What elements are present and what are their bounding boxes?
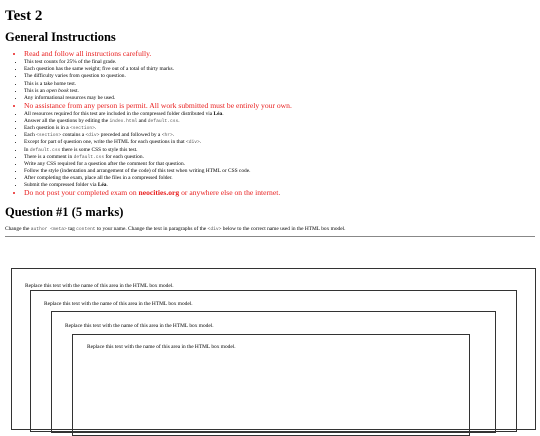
list-item: • No assistance from any person is permit. All work submitted must be entirely your own. xyxy=(24,102,535,111)
list-item: • This test counts for 25% of the final grade. xyxy=(24,59,535,66)
list-item: • This is a take home test. xyxy=(24,81,535,88)
list-item: • Write any CSS required for a question after the comment for that question. xyxy=(24,161,535,168)
code-text: content xyxy=(76,226,96,232)
box-model-paragraph[interactable]: Replace this text with the name of this area in the HTML box model. xyxy=(25,283,174,290)
list-item: • Do not post your completed exam on neocities.org or anywhere else on the internet. xyxy=(24,189,535,198)
code-text: <div> xyxy=(207,226,222,232)
box-model-paragraph[interactable]: Replace this text with the name of this area in the HTML box model. xyxy=(65,323,214,330)
code-text: <div> xyxy=(185,140,200,146)
list-item: • Read and follow all instructions carefully. xyxy=(24,50,535,59)
code-text: default.css xyxy=(29,147,61,153)
list-item: • After completing the exam, place all the files in a compressed folder. xyxy=(24,175,535,182)
list-item: • Answer all the questions by editing the index.html and default.css. xyxy=(24,118,535,125)
emphasis-text: open book xyxy=(46,87,69,94)
code-text: index.html xyxy=(109,119,138,125)
page-title: Test 2 xyxy=(5,8,43,24)
list-item: • All resources required for this test are included in the compressed folder distributed via Léa. xyxy=(24,111,535,118)
code-text: <section> xyxy=(36,133,62,139)
box-model-paragraph[interactable]: Replace this text with the name of this area in the HTML box model. xyxy=(87,344,236,351)
code-text: author <meta> xyxy=(30,226,67,232)
list-item: • This is an open book test. xyxy=(24,88,535,95)
question1-instructions: Change the author <meta> tag content to your name. Change the text in paragraphs of the <div> below to the correct name used in the HTML box model. xyxy=(5,225,346,232)
code-text: <div> xyxy=(85,133,100,139)
lea-name: Léa xyxy=(97,182,107,189)
list-item: • In default.css there is some CSS to style this test. xyxy=(24,147,535,154)
list-item: • Each question has the same weight; five out of a total of thirty marks. xyxy=(24,66,535,73)
box-model-inner-box xyxy=(72,334,470,436)
list-item: • There is a comment in default.css for each question. xyxy=(24,154,535,161)
code-text: <section> xyxy=(69,126,95,132)
list-item: • Follow the style (indentation and arrangement of the code) of this test when writing HTML or CSS code. xyxy=(24,168,535,175)
list-item: • Any informational resources may be used. xyxy=(24,95,535,102)
code-text: <hr> xyxy=(161,133,173,139)
list-item: • Except for part of question one, write the HTML for each questions in that <div>. xyxy=(24,139,535,146)
neocities-link[interactable]: neocities.org xyxy=(138,188,180,198)
list-item: • Each question is in a <section>. xyxy=(24,125,535,132)
section-divider xyxy=(5,236,535,237)
box-model-paragraph[interactable]: Replace this text with the name of this area in the HTML box model. xyxy=(44,301,193,308)
code-text: default.css xyxy=(73,154,105,160)
list-item: • Submit the compressed folder via Léa. xyxy=(24,182,535,189)
list-item: • The difficulty varies from question to question. xyxy=(24,73,535,80)
general-instructions-heading: General Instructions xyxy=(5,29,116,44)
list-item: • Each <section> contains a <div> preceded and followed by a <hr>. xyxy=(24,132,535,139)
code-text: default.css xyxy=(147,119,179,125)
question1-heading: Question #1 (5 marks) xyxy=(5,205,124,220)
instructions-list xyxy=(5,50,535,198)
lea-name: Léa xyxy=(213,110,223,117)
